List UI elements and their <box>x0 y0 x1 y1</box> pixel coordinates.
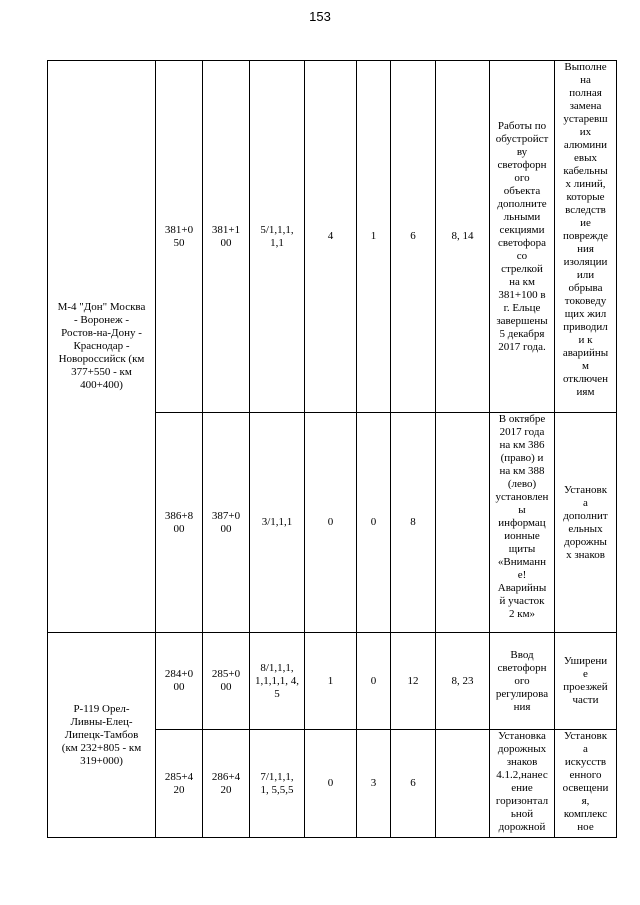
count-cell: 12 <box>391 633 436 730</box>
road-name-cell <box>48 633 156 838</box>
road-name: Р-119 Орел- Ливны-Елец- Липецк-Тамбов (км 232+805 - км 319+000) <box>61 702 142 767</box>
factors-cell: 8, 14 <box>436 61 490 413</box>
works-cell: Работы по обустройст ву светофорн ого объекта дополните льными секциями светофора со стрелкой на км 381+100 в г. Ельце завершены 5 декабря 2017 года. <box>490 61 555 413</box>
km-start-cell: 381+0 50 <box>156 61 203 413</box>
km-end-cell: 286+4 20 <box>203 730 250 838</box>
categories-cell: 5/1,1,1, 1,1 <box>250 61 305 413</box>
categories-cell: 3/1,1,1 <box>250 413 305 633</box>
count-cell: 4 <box>305 61 357 413</box>
works-cell: Установка дорожных знаков 4.1.2,нанес ение горизонтал ьной дорожной <box>490 730 555 838</box>
road-name-cell <box>48 61 156 633</box>
count-cell: 6 <box>391 61 436 413</box>
count-cell: 8 <box>391 413 436 633</box>
measures-cell: Установк а дополнит ельных дорожны х знаков <box>555 413 617 633</box>
categories-cell: 8/1,1,1, 1,1,1,1, 4, 5 <box>250 633 305 730</box>
count-cell: 0 <box>357 413 391 633</box>
measures-cell: Выполне на полная замена устаревш их алюмини евых кабельны х линий, которые вследств ие поврежде ния изоляции или обрыва токоведу щих жил приводил и к аварийны м отключен иям <box>555 61 617 413</box>
measures-cell: Уширени е проезжей части <box>555 633 617 730</box>
count-cell: 0 <box>305 730 357 838</box>
road-name: М-4 "Дон" Москва - Воронеж - Ростов-на-Дону - Краснодар - Новороссийск (км 377+550 - км 400+400) <box>57 301 146 391</box>
count-cell: 3 <box>357 730 391 838</box>
count-cell: 0 <box>357 633 391 730</box>
categories-cell: 7/1,1,1, 1, 5,5,5 <box>250 730 305 838</box>
factors-cell: 8, 23 <box>436 633 490 730</box>
count-cell: 6 <box>391 730 436 838</box>
factors-cell <box>436 730 490 838</box>
works-cell: В октябре 2017 года на км 386 (право) и на км 388 (лево) установлен ы информац ионные щиты «Вниманн е! Аварийны й участок 2 км» <box>490 413 555 633</box>
count-cell: 0 <box>305 413 357 633</box>
km-end-cell: 285+0 00 <box>203 633 250 730</box>
count-cell: 1 <box>305 633 357 730</box>
km-start-cell: 285+4 20 <box>156 730 203 838</box>
factors-cell <box>436 413 490 633</box>
table-row <box>48 61 617 413</box>
measures-cell: Установк а искусств енного освещени я, комплекс ное <box>555 730 617 838</box>
km-start-cell: 386+8 00 <box>156 413 203 633</box>
count-cell: 1 <box>357 61 391 413</box>
km-end-cell: 381+1 00 <box>203 61 250 413</box>
km-end-cell: 387+0 00 <box>203 413 250 633</box>
table-row <box>48 633 617 730</box>
km-start-cell: 284+0 00 <box>156 633 203 730</box>
page-number: 153 <box>309 9 331 24</box>
road-section-table <box>47 60 617 838</box>
works-cell: Ввод светофорн ого регулирова ния <box>490 633 555 730</box>
